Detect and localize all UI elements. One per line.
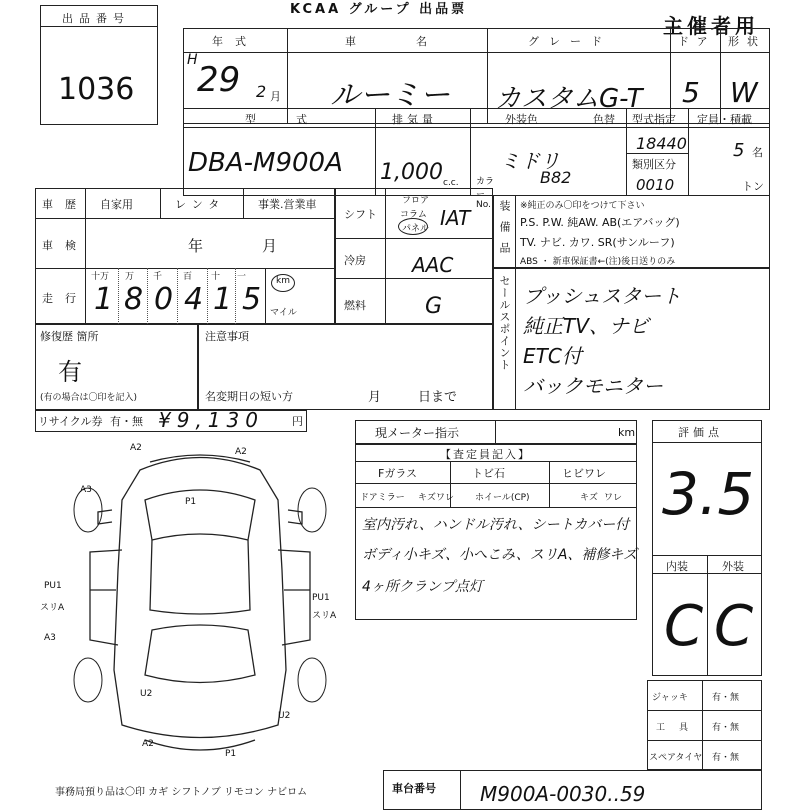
mark-a3-lower: A3	[44, 633, 56, 643]
meter-v	[495, 420, 496, 444]
insp-cell: キズ	[580, 493, 598, 503]
equipment-line1: P.S. P.W. 純AW. AB(エアバッグ)	[520, 216, 680, 229]
shape-value: W	[730, 76, 758, 109]
equipment-note: ※純正のみ〇印をつけて下さい	[520, 201, 645, 211]
repair-value: 有	[58, 358, 82, 386]
lot-box-title: 出品番号	[62, 12, 130, 25]
car-name-value: ルーミー	[330, 78, 450, 113]
grade-value: カスタムG-T	[495, 84, 643, 114]
grade-title: 評価点	[678, 426, 723, 439]
meter-label: 現メーター指示	[375, 426, 460, 440]
type-designation-value: 18440	[636, 134, 687, 153]
saf-h1	[335, 238, 493, 239]
digit-sep	[207, 268, 208, 324]
exterior-value: C	[714, 594, 754, 659]
shift-option-panel: パネル	[402, 224, 430, 234]
km-label: km	[276, 276, 290, 286]
insp-cell: ホイール(CP)	[475, 493, 530, 503]
inspector-remark: 室内汚れ、ハンドル汚れ、シートカバー付	[362, 517, 630, 533]
equipment-line3: ABS ・ 新車保証書←(注)後日送りのみ	[520, 257, 676, 267]
interior-label: 内装	[666, 560, 688, 573]
repair-label: 修復歴 箇所	[40, 330, 99, 343]
host-label: 主催者用	[663, 14, 759, 38]
chassis-v	[460, 770, 461, 810]
inspection-month-unit: 月	[262, 237, 278, 255]
office-items: 事務局預り品は〇印 カギ シフトノブ リモコン ナビロム	[55, 787, 308, 798]
shift-panel-circle	[398, 218, 428, 235]
spare-label: スペアタイヤ	[649, 753, 703, 763]
equip-v	[515, 195, 516, 268]
row2-subdiv	[626, 153, 688, 154]
sales-points-title: セールスポイント	[498, 275, 511, 371]
row2-col1	[375, 108, 376, 196]
mark-u2-right: U2	[278, 711, 291, 721]
insp-h1	[355, 461, 637, 462]
insp-h3	[355, 507, 637, 508]
saf-v1	[385, 188, 386, 324]
mile-label: マイル	[270, 308, 297, 318]
digit-unit: 千	[153, 272, 163, 282]
acc-h2	[647, 740, 762, 741]
shift-value: IAT	[440, 206, 471, 230]
year-label: 年式	[212, 35, 258, 48]
wheel-rear-right	[298, 658, 326, 702]
name-change-month: 月	[368, 390, 382, 405]
acc-h1	[647, 710, 762, 711]
type-label: 型式	[245, 113, 347, 126]
digit-sep	[147, 268, 148, 324]
sales-v	[515, 268, 516, 410]
capacity-label: 定員・積載	[697, 113, 752, 126]
chassis-value: M900A-0030..59	[480, 782, 646, 806]
jack-options: 有・無	[712, 693, 740, 703]
insp-v2	[549, 461, 550, 507]
recycle-unit: 円	[292, 415, 303, 428]
mark-p1-bottom: P1	[225, 749, 237, 759]
meter-unit: km	[618, 426, 636, 439]
digit-unit: 一	[237, 272, 247, 282]
insp-cell: ドアミラー	[360, 493, 405, 503]
digit-unit: 百	[183, 272, 193, 282]
wheel-rear-left	[74, 658, 102, 702]
mark-a2-left: A2	[130, 443, 142, 453]
interior-value: C	[664, 594, 704, 659]
grade-score: 3.5	[662, 460, 755, 528]
equipment-title: 装備品	[498, 200, 511, 263]
recycle-options: 有・無	[110, 415, 143, 428]
category-label: 類別区分	[632, 158, 676, 171]
car-damage-diagram	[40, 440, 350, 770]
sales-point-line: バックモニター	[523, 374, 663, 398]
tools-options: 有・無	[712, 723, 740, 733]
sales-point-line: プッシュスタート	[523, 284, 682, 308]
mileage-digit: 1	[94, 282, 114, 317]
shift-option-floor: フロア	[402, 196, 430, 206]
cc-unit: c.c.	[443, 178, 459, 188]
exterior-label: 外装	[722, 560, 744, 573]
type-value: DBA-M900A	[188, 148, 343, 178]
year-value: 29	[197, 60, 241, 100]
mileage-label: 走行	[42, 292, 88, 305]
recycle-amount: ¥9,130	[158, 408, 264, 432]
history-label: 車歴	[42, 198, 88, 211]
mark-p1-roof: P1	[185, 497, 197, 507]
door-value: 5	[682, 76, 700, 109]
fuel-label: 燃料	[344, 299, 366, 312]
month-unit: 月	[270, 90, 281, 103]
insp-cell: ワレ	[436, 493, 455, 503]
org-title: KCAA グループ 出品票	[290, 2, 468, 17]
grid-h1	[35, 218, 335, 219]
inspection-label: 車検	[42, 239, 88, 252]
ton-unit: トン	[742, 180, 764, 193]
digit-unit: 十万	[91, 272, 110, 282]
wheel-front-right	[298, 488, 326, 532]
row2-col3	[626, 108, 627, 196]
recycle-label: リサイクル券	[38, 415, 103, 428]
notes-label: 注意事項	[205, 330, 249, 343]
insp-h2	[355, 483, 637, 484]
mileage-digit: 0	[154, 282, 174, 317]
color-code-value: B82	[540, 168, 572, 187]
row1-divider	[183, 52, 770, 53]
digit-sep	[118, 268, 119, 324]
mark-pu1-right: PU1	[312, 593, 330, 603]
color-code-prefix: カラー No.	[476, 177, 495, 210]
row2-divider	[183, 127, 770, 128]
insp-cell: ヒビワレ	[562, 467, 606, 480]
digit-sep	[265, 268, 266, 324]
mark-a3-left: A3	[80, 485, 92, 495]
era-value: H	[187, 52, 198, 68]
grid-v-hist1	[160, 188, 161, 218]
lot-box-divider	[40, 26, 158, 27]
month-value: 2	[256, 82, 267, 101]
model-label: 車名	[345, 35, 487, 48]
name-change-label: 名変期日の短い方	[205, 390, 293, 403]
digit-unit: 十	[211, 272, 221, 282]
tools-label: 工具	[656, 723, 703, 733]
shift-option-column: コラム	[400, 210, 427, 220]
grade-h1	[652, 442, 762, 443]
chassis-label: 車台番号	[392, 782, 436, 795]
digit-sep	[235, 268, 236, 324]
grade-label: グレード	[528, 35, 612, 48]
digit-sep	[177, 268, 178, 324]
ac-value: AAC	[412, 253, 454, 277]
insp-cell: トビ石	[472, 467, 505, 480]
mark-a1-left: スリA	[40, 603, 65, 613]
displacement-value: 1,000	[380, 160, 443, 185]
category-value: 0010	[636, 176, 675, 194]
mark-a2-bottom: A2	[142, 739, 154, 749]
repair-note: (有の場合は〇印を記入)	[40, 393, 138, 403]
mark-a1-right: スリA	[312, 611, 337, 621]
history-option-rental: レンタ	[175, 198, 226, 211]
capacity-unit: 名	[752, 146, 763, 159]
inspector-remark: ボディ小キズ、小へこみ、スリA、補修キズ	[362, 547, 638, 563]
mark-pu1-left: PU1	[44, 581, 62, 591]
ac-label: 冷房	[344, 254, 366, 267]
mileage-digit-units	[85, 268, 265, 280]
row2-col2	[470, 108, 471, 196]
digit-unit: 万	[125, 272, 135, 282]
name-change-day: 日まで	[418, 390, 458, 405]
equipment-line2: TV. ナビ. カワ. SR(サンルーフ)	[520, 236, 675, 249]
row2-col4	[688, 108, 689, 196]
insp-cell: キズ	[418, 493, 436, 503]
insp-cell: Fガラス	[378, 467, 417, 480]
mileage-digit: 4	[184, 282, 204, 317]
type-designation-label: 型式指定	[632, 113, 676, 126]
mark-u2-left: U2	[140, 689, 153, 699]
mark-a2-right: A2	[235, 447, 247, 457]
insp-cell: ワレ	[604, 493, 623, 503]
color-no-label: 色替	[593, 113, 615, 126]
sales-point-line: ETC付	[523, 344, 582, 368]
grid-v-hist2	[243, 188, 244, 218]
displacement-label: 排気量	[392, 113, 437, 126]
fuel-value: G	[425, 294, 443, 319]
lot-number: 1036	[58, 72, 135, 107]
inspection-year-unit: 年	[188, 237, 204, 255]
inspector-remark: 4ヶ所クランプ点灯	[362, 579, 483, 595]
inspector-title: 【査定員記入】	[440, 448, 531, 461]
mileage-digit: 8	[124, 282, 144, 317]
color-value: ミドリ	[500, 149, 560, 173]
grade-v	[707, 555, 708, 676]
history-option-private: 自家用	[100, 198, 133, 211]
door-label: ドア	[678, 35, 716, 48]
mileage-digit: 1	[213, 282, 233, 317]
shape-label: 形状	[728, 35, 766, 48]
shift-label: シフト	[344, 208, 377, 221]
color-label: 外装色	[505, 113, 538, 126]
capacity-value: 5	[733, 140, 745, 161]
mileage-digit: 5	[242, 282, 262, 317]
history-option-business: 事業.営業車	[258, 198, 317, 211]
saf-h2	[335, 278, 493, 279]
jack-label: ジャッキ	[652, 693, 688, 703]
spare-options: 有・無	[712, 753, 740, 763]
sales-point-line: 純正TV、ナビ	[523, 314, 649, 338]
